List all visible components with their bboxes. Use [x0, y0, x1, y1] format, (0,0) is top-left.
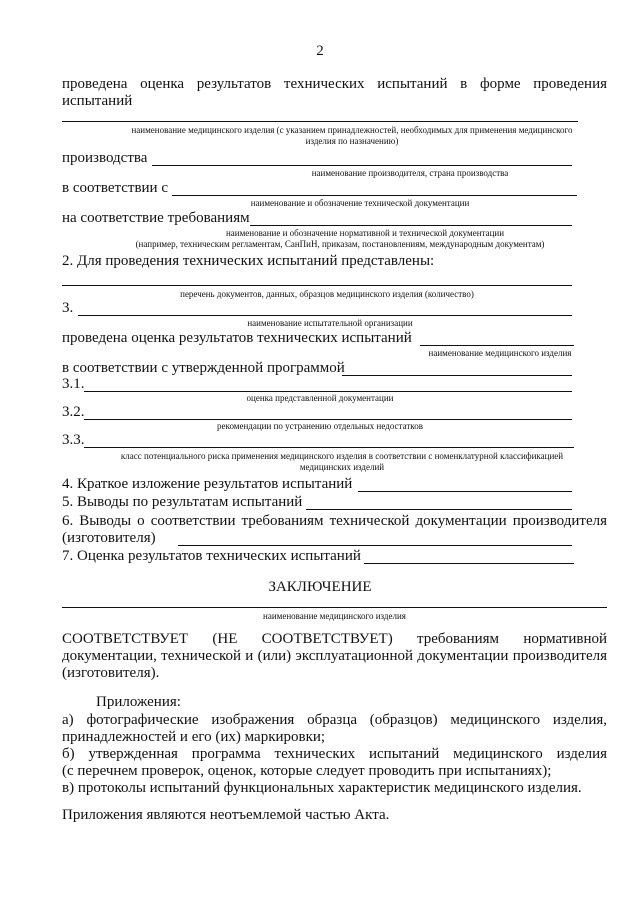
- recommendations-line: [84, 419, 572, 420]
- appendix-c-line-1: в) протоколы испытаний функциональных характеристик медицинского изделия.: [62, 780, 582, 796]
- caption-conclusion-device: наименование медицинского изделия: [263, 611, 406, 621]
- caption-techdoc: наименование и обозначение технической документации: [250, 198, 470, 208]
- appendix-b-line-2: (с перечнем проверок, оценок, которые следует проводить при испытаниях);: [62, 763, 552, 779]
- appendix-a-line-2: принадлежностей и его (их) маркировки;: [62, 729, 326, 745]
- caption-risk-class: класс потенциального риска применения медицинского изделия в соответствии с номенклатурной классификацией: [120, 451, 564, 461]
- item-6-line-1: 6. Выводы о соответствии требованиям технической документации производителя: [62, 513, 607, 529]
- label-program: в соответствии с утвержденной программой: [62, 360, 345, 376]
- conclusion-title: ЗАКЛЮЧЕНИЕ: [268, 579, 372, 595]
- assessment-done: проведена оценка результатов технических испытаний: [62, 330, 412, 346]
- caption-documents: перечень документов, данных, образцов медицинского изделия (количество): [180, 289, 474, 299]
- intro-line-1: проведена оценка результатов технических испытаний в форме проведения: [62, 76, 607, 92]
- caption-organization: наименование испытательной организации: [247, 318, 413, 328]
- conclusion-line-2: документации, технической и (или) эксплуатационной документации производителя: [62, 648, 607, 664]
- conclusion-line-1: СООТВЕТСТВУЕТ (НЕ СООТВЕТСТВУЕТ) требованиям нормативной: [62, 631, 607, 647]
- label-according-to: в соответствии с: [62, 180, 168, 196]
- techdoc-line: [172, 195, 577, 196]
- assessment-line: [84, 391, 572, 392]
- normdoc-line: [250, 225, 572, 226]
- caption-device-2: изделия по назначению): [305, 136, 399, 146]
- caption-normdoc: наименование и обозначение нормативной и технической документации: [225, 228, 505, 238]
- item-4: 4. Краткое изложение результатов испытаний: [62, 476, 353, 492]
- item-5-line: [306, 509, 572, 510]
- item-3-2: 3.2.: [62, 404, 85, 420]
- caption-assessment: оценка представленной документации: [246, 393, 394, 403]
- item-7: 7. Оценка результатов технических испытаний: [62, 548, 361, 564]
- conclusion-line-3: (изготовителя).: [62, 665, 160, 681]
- item-4-line: [358, 491, 572, 492]
- item-3-1: 3.1.: [62, 376, 85, 392]
- appendices-footer: Приложения являются неотъемлемой частью Акта.: [62, 807, 390, 823]
- item-3: 3.: [62, 300, 74, 316]
- documents-line: [62, 285, 572, 286]
- conclusion-device-line: [62, 607, 607, 608]
- intro-line-2: испытаний: [62, 93, 133, 109]
- label-production: производства: [62, 150, 148, 166]
- appendix-b-line-1: б) утвержденная программа технических испытаний медицинского изделия: [62, 746, 607, 762]
- item-2: 2. Для проведения технических испытаний представлены:: [62, 253, 435, 269]
- page-number: 2: [316, 43, 324, 59]
- caption-risk-class-2: медицинских изделий: [299, 462, 385, 472]
- item-3-3: 3.3.: [62, 432, 85, 448]
- program-line: [342, 375, 572, 376]
- caption-manufacturer: наименование производителя, страна производства: [311, 168, 509, 178]
- item-6-line-2: (изготовителя): [62, 530, 156, 546]
- device-name-line: [420, 345, 574, 346]
- appendix-a-line-1: а) фотографические изображения образца (образцов) медицинского изделия,: [62, 712, 607, 728]
- device-line: [62, 121, 578, 122]
- item-5: 5. Выводы по результатам испытаний: [62, 494, 303, 510]
- risk-class-line: [84, 447, 574, 448]
- label-compliance: на соответствие требованиям: [62, 210, 250, 226]
- organization-line: [78, 315, 572, 316]
- production-line: [152, 165, 572, 166]
- item-6-line: [178, 545, 572, 546]
- item-7-line: [364, 563, 574, 564]
- caption-recommendations: рекомендации по устранению отдельных недостатков: [217, 421, 423, 431]
- caption-normdoc-2: (например, техническим регламентам, СанПиН, приказам, постановлениям, международным документам): [135, 239, 545, 249]
- caption-device-name: наименование медицинского изделия: [428, 348, 572, 358]
- appendices-heading: Приложения:: [96, 694, 181, 710]
- caption-device: наименование медицинского изделия (с указанием принадлежностей, необходимых для применения медицинского: [131, 125, 573, 135]
